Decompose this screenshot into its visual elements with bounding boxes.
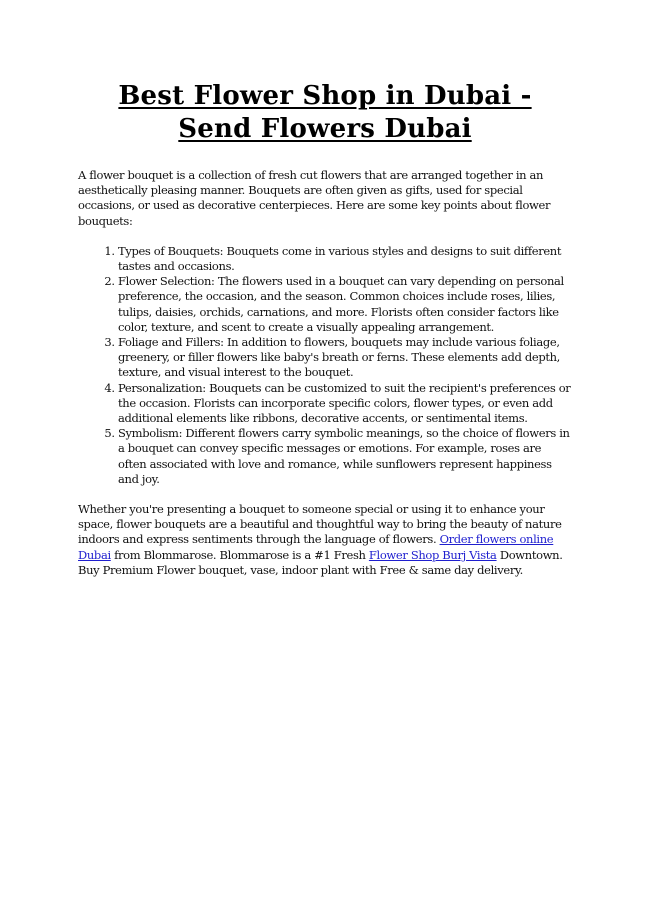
title-line-2: Send Flowers Dubai [178,114,472,144]
flower-shop-burj-vista-link[interactable]: Flower Shop Burj Vista [368,547,497,562]
list-item: 4. Personalization: Bouquets can be customized to suit the recipient's preferences or the occasion. Florists can incorporate specific colors, flower types, or even add additional elements like ribbons, decorative accents, or sentimental items. [118,381,572,427]
list-item: 3. Foliage and Fillers: In addition to flowers, bouquets may include various foliage, greenery, or filler flowers like baby's breath or ferns. These elements add depth, texture, and visual interest to the bouquet. [118,335,572,381]
order-flowers-online-dubai-link[interactable]: Order flowers online Dubai [78,532,554,562]
closing-text-1: Whether you're presenting a bouquet to someone special or using it to enhance your space, flower bouquets are a beautiful and thoughtful way to bring the beauty of nature indoors and express sentiments through the language of flowers. [78,502,562,547]
page-title [78,80,572,146]
closing-text-3: Downtown. Buy Premium Flower bouquet, vase, indoor plant with Free & same day delivery. [78,547,563,577]
list-item: 5. Symbolism: Different flowers carry symbolic meanings, so the choice of flowers in a bouquet can convey specific messages or emotions. For example, roses are often associated with love and romance, while sunflowers represent happiness and joy. [118,426,572,487]
key-points-list [78,244,572,487]
document-page [78,80,572,578]
intro-paragraph: A flower bouquet is a collection of fresh cut flowers that are arranged together in an aesthetically pleasing manner. Bouquets are often given as gifts, used for special occasions, or used as decorative centerpieces. Here are some key points about flower bouquets: [78,168,551,228]
list-item: 2. Flower Selection: The flowers used in a bouquet can vary depending on personal preference, the occasion, and the season. Common choices include roses, lilies, tulips, daisies, orchids, carnations, and more. Florists often consider factors like color, texture, and scent to create a visually appealing arrangement. [118,274,572,335]
closing-text-2: from Blommarose. Blommarose is a #1 Fresh [110,547,369,562]
closing-paragraph [78,502,572,578]
list-item: 1. Types of Bouquets: Bouquets come in various styles and designs to suit different tastes and occasions. [118,244,572,274]
title-line-1: Best Flower Shop in Dubai - [118,81,532,111]
